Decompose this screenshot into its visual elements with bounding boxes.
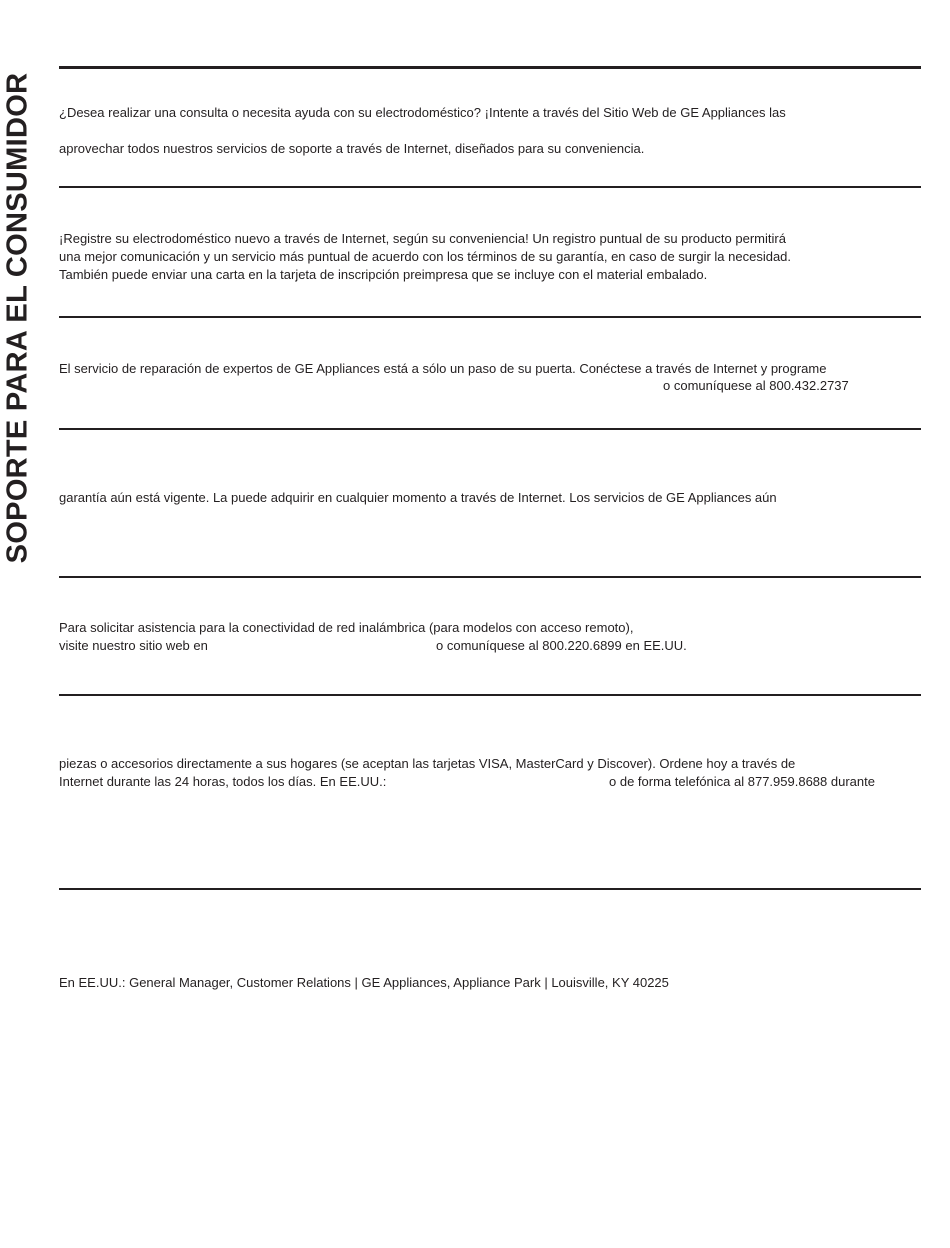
divider-4 xyxy=(59,576,921,578)
connectivity-phone-text: o comuníquese al 800.220.6899 en EE.UU. xyxy=(436,638,687,653)
connectivity-text-line-2-start: visite nuestro sitio web en xyxy=(59,638,208,653)
repair-phone-text: o comuníquese al 800.432.2737 xyxy=(663,378,849,393)
connectivity-text-line-1: Para solicitar asistencia para la conectividad de red inalámbrica (para modelos con acceso remoto), xyxy=(59,620,634,635)
divider-1 xyxy=(59,186,921,188)
warranty-text-line-1: garantía aún está vigente. La puede adquirir en cualquier momento a través de Internet. Los servicios de GE Appliances aún xyxy=(59,490,777,505)
side-title-text: SOPORTE PARA EL CONSUMIDOR xyxy=(1,72,34,564)
registration-text-line-2: una mejor comunicación y un servicio más puntual de acuerdo con los términos de su garantía, en caso de surgir la necesidad. xyxy=(59,249,792,264)
parts-phone-text: o de forma telefónica al 877.959.8688 durante xyxy=(609,774,875,789)
contact-address-text: En EE.UU.: General Manager, Customer Relations | GE Appliances, Appliance Park | Louisville, KY 40225 xyxy=(59,975,669,990)
divider-top xyxy=(59,66,921,69)
side-title xyxy=(0,0,40,640)
registration-text-line-1: ¡Registre su electrodoméstico nuevo a través de Internet, según su conveniencia! Un registro puntual de su producto permitirá xyxy=(59,231,786,246)
divider-3 xyxy=(59,428,921,430)
parts-text-line-2-start: Internet durante las 24 horas, todos los días. En EE.UU.: xyxy=(59,774,387,789)
help-text-line-1: ¿Desea realizar una consulta o necesita ayuda con su electrodoméstico? ¡Intente a través del Sitio Web de GE Appliances las xyxy=(59,105,786,120)
repair-text-line-1: El servicio de reparación de expertos de GE Appliances está a sólo un paso de su puerta. Conéctese a través de Internet y programe xyxy=(59,361,827,376)
divider-5 xyxy=(59,694,921,696)
divider-2 xyxy=(59,316,921,318)
parts-text-line-1: piezas o accesorios directamente a sus hogares (se aceptan las tarjetas VISA, MasterCard y Discover). Ordene hoy a través de xyxy=(59,756,796,771)
divider-6 xyxy=(59,888,921,890)
registration-text-line-3: También puede enviar una carta en la tarjeta de inscripción preimpresa que se incluye con el material embalado. xyxy=(59,267,708,282)
help-text-line-2: aprovechar todos nuestros servicios de soporte a través de Internet, diseñados para su conveniencia. xyxy=(59,141,645,156)
